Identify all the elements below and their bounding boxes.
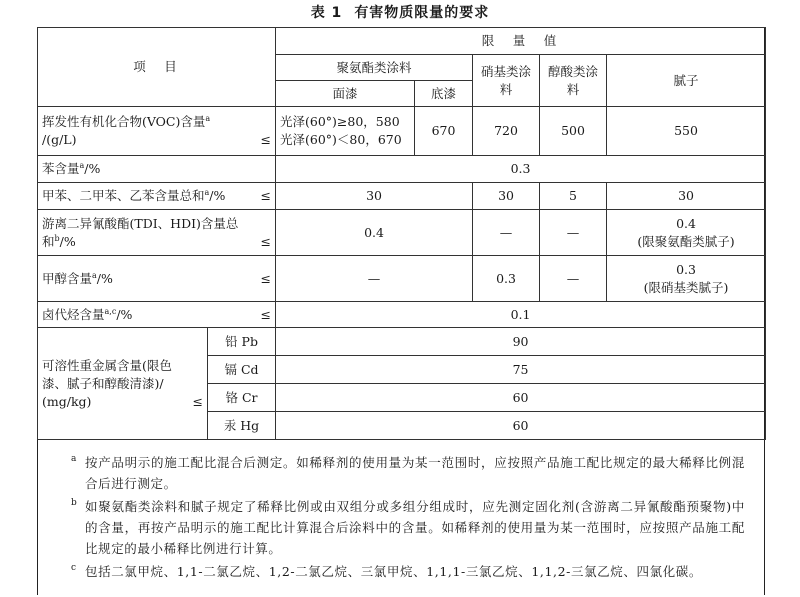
tdi-nc: — [473,210,540,256]
voc-topcoat: 光泽(60°)≥80，580 光泽(60°)＜80，670 [276,107,415,156]
metal-name: 铅 Pb [208,328,276,356]
table-row [38,302,766,328]
methanol-alkyd: — [540,256,607,302]
header-alkyd: 醇酸类涂料 [540,55,607,107]
footnote: b 如聚氨酯类涂料和腻子规定了稀释比例或由双组分或多组分组成时，应先测定固化剂(含游离二异氰酸酯预聚物)中的含量，再按产品明示的施工配比计算混合后涂料中的含量。如稀释剂的使用量为某一范围时，应按照产品施工配比规定的最小稀释比例进行计算。 [85,496,745,559]
methanol-putty: 0.3 (限硝基类腻子) [607,256,766,302]
row-label-tx: 甲苯、二甲苯、乙苯含量总和$^a$/% ≤ [38,183,276,210]
tx-pu: 30 [276,183,473,210]
footnote: a 按产品明示的施工配比混合后测定。如稀释剂的使用量为某一范围时，应按照产品施工配比规定的最大稀释比例混合后进行测定。 [85,452,745,494]
footnote-mark: c [71,563,77,573]
row-label-methanol: 甲醇含量$^a$/% ≤ [38,256,276,302]
methanol-nc: 0.3 [473,256,540,302]
voc-alkyd: 500 [540,107,607,156]
row-label-metals: 可溶性重金属含量(限色 漆、腻子和醇酸清漆)/ (mg/kg) ≤ [38,328,208,440]
table-number: 表 1 [310,5,343,21]
header-primer: 底漆 [415,81,473,107]
header-limit: 限 量 值 [276,28,766,55]
tdi-pu: 0.4 [276,210,473,256]
metal-value: 75 [276,356,766,384]
row-label-voc: 挥发性有机化合物(VOC)含量$^a$ /(g/L) ≤ [38,107,276,156]
table-caption [0,2,800,22]
metal-name: 镉 Cd [208,356,276,384]
methanol-pu: — [276,256,473,302]
tdi-alkyd: — [540,210,607,256]
table-row [38,328,766,356]
table-row [38,256,766,302]
tx-alkyd: 5 [540,183,607,210]
tdi-putty: 0.4 (限聚氨酯类腻子) [607,210,766,256]
header-putty: 腻子 [607,55,766,107]
header-row [38,28,766,55]
table-row [38,107,766,156]
footnote: c 包括二氯甲烷、1,1-二氯乙烷、1,2-二氯乙烷、三氯甲烷、1,1,1-三氯乙烷、1,1,2-三氯乙烷、四氯化碳。 [85,561,745,582]
metal-value: 90 [276,328,766,356]
voc-primer: 670 [415,107,473,156]
table-row [38,183,766,210]
metal-value: 60 [276,412,766,440]
row-label-halo: 卤代烃含量$^{a,c}$/% ≤ [38,302,276,328]
voc-nc: 720 [473,107,540,156]
footnote-mark: a [71,454,77,464]
voc-putty: 550 [607,107,766,156]
metal-value: 60 [276,384,766,412]
limits-table [37,27,766,440]
halo-value: 0.1 [276,302,766,328]
tx-putty: 30 [607,183,766,210]
footnote-mark: b [71,498,78,508]
table-notes [37,452,765,584]
table-title: 有害物质限量的要求 [354,5,490,21]
header-item: 项 目 [38,28,276,107]
row-label-benzene: 苯含量$^a$/% [38,156,276,183]
header-nc: 硝基类涂料 [473,55,540,107]
row-label-tdi: 游离二异氰酸酯(TDI、HDI)含量总 和$^b$/% ≤ [38,210,276,256]
tx-nc: 30 [473,183,540,210]
metal-name: 汞 Hg [208,412,276,440]
header-topcoat: 面漆 [276,81,415,107]
table-row [38,210,766,256]
metal-name: 铬 Cr [208,384,276,412]
benzene-value: 0.3 [276,156,766,183]
table-row [38,156,766,183]
header-pu: 聚氨酯类涂料 [276,55,473,81]
